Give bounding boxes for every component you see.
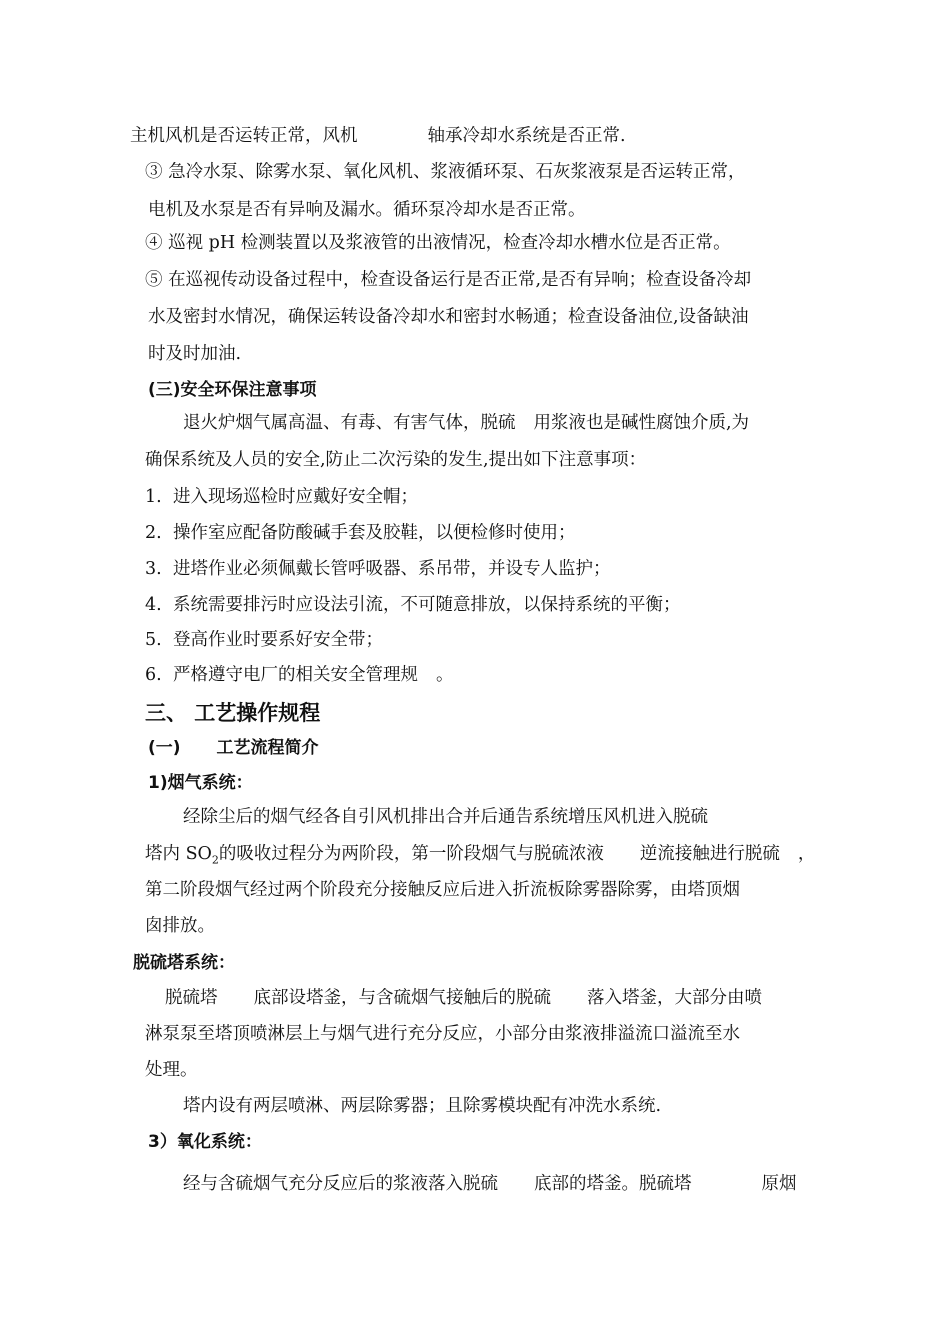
section-heading: (三)安全环保注意事项 [148, 380, 317, 400]
list-text: 登高作业时要系好安全带； [173, 630, 383, 650]
text-line: ④ 巡视 pH 检测装置以及浆液管的出液情况，检查冷却水槽水位是否正常。 [145, 233, 731, 253]
list-item [145, 522, 576, 544]
subsection-heading: 脱硫塔系统： [133, 953, 235, 973]
list-number: 1. [145, 487, 162, 507]
text-line: 第二阶段烟气经过两个阶段充分接触反应后进入折流板除雾器除雾，由塔顶烟 [145, 880, 740, 900]
heading-number: (一) [148, 738, 181, 758]
text-span: 轴承冷却水系统是否正常. [427, 126, 626, 146]
list-number: 2. [145, 523, 162, 543]
text-span: 底部的塔釜。脱硫塔 [534, 1174, 692, 1194]
text-span: ， [797, 844, 816, 864]
text-span: 落入塔釜，大部分由喷 [587, 988, 762, 1008]
text-line: ⑤ 在巡视传动设备过程中，检查设备运行是否正常,是否有异响；检查设备冷却 [145, 270, 752, 290]
text-span: 原烟 [761, 1174, 797, 1194]
heading-text: 工艺流程简介 [216, 738, 319, 758]
text-line: 处理。 [145, 1060, 198, 1080]
text-line: ③ 急冷水泵、除雾水泵、氧化风机、浆液循环泵、石灰浆液泵是否运转正常， [145, 162, 746, 182]
text-span: 用浆液也是碱性腐蚀介质,为 [533, 413, 750, 433]
subsection-heading: 3）氧化系统： [148, 1132, 262, 1152]
list-text: 系统需要排污时应设法引流，不可随意排放，以保持系统的平衡； [173, 595, 681, 615]
list-text: 操作室应配备防酸碱手套及胶鞋，以便检修时使用； [173, 523, 576, 543]
text-span: 逆流接触进行脱硫 [639, 844, 780, 864]
text-line [183, 412, 749, 434]
list-item [145, 629, 383, 651]
text-line: 淋泵泵至塔顶喷淋层上与烟气进行充分反应，小部分由浆液排溢流口溢流至水 [145, 1024, 740, 1044]
text-line: 电机及水泵是否有异响及漏水。循环泵冷却水是否正常。 [148, 200, 586, 220]
text-line [165, 987, 762, 1009]
list-item [145, 594, 681, 616]
text-span: 底部设塔釜，与含硫烟气接触后的脱硫 [253, 988, 551, 1008]
subsection-heading [148, 737, 319, 759]
list-text: 进塔作业必须佩戴长管呼吸器、系吊带，并设专人监护； [173, 559, 611, 579]
text-span: 脱硫塔 [165, 988, 218, 1008]
chapter-heading: 三、 工艺操作规程 [145, 701, 321, 725]
text-line: 囱排放。 [145, 916, 215, 936]
text-line: 塔内设有两层喷淋、两层除雾器；且除雾模块配有冲洗水系统. [183, 1096, 662, 1116]
text-span: 塔内 SO [145, 844, 212, 864]
text-span: 退火炉烟气属高温、有毒、有害气体，脱硫 [183, 413, 516, 433]
text-span: 经与含硫烟气充分反应后的浆液落入脱硫 [183, 1174, 498, 1194]
list-text: 。 [436, 665, 454, 685]
list-number: 6. [145, 665, 162, 685]
text-span: 的吸收过程分为两阶段，第一阶段烟气与脱硫浓液 [218, 844, 604, 864]
list-item [145, 664, 454, 686]
text-line: 时及时加油. [148, 344, 242, 364]
list-text: 严格遵守电厂的相关安全管理规 [173, 665, 418, 685]
list-item [145, 486, 418, 508]
list-number: 5. [145, 630, 162, 650]
text-line [130, 125, 626, 147]
text-line [183, 1173, 797, 1195]
text-line: 确保系统及人员的安全,防止二次污染的发生,提出如下注意事项： [145, 450, 647, 470]
text-line: 经除尘后的烟气经各自引风机排出合并后通告系统增压风机进入脱硫 [183, 807, 708, 827]
text-line [145, 843, 815, 872]
list-text: 进入现场巡检时应戴好安全帽； [173, 487, 418, 507]
text-span: 主机风机是否运转正常，风机 [130, 126, 358, 146]
text-line: 水及密封水情况，确保运转设备冷却水和密封水畅通；检查设备油位,设备缺油 [148, 307, 749, 327]
list-number: 4. [145, 595, 162, 615]
subscript: 2 [211, 853, 219, 867]
list-number: 3. [145, 559, 162, 579]
list-item [145, 558, 611, 580]
subsection-heading: 1)烟气系统： [148, 773, 253, 793]
